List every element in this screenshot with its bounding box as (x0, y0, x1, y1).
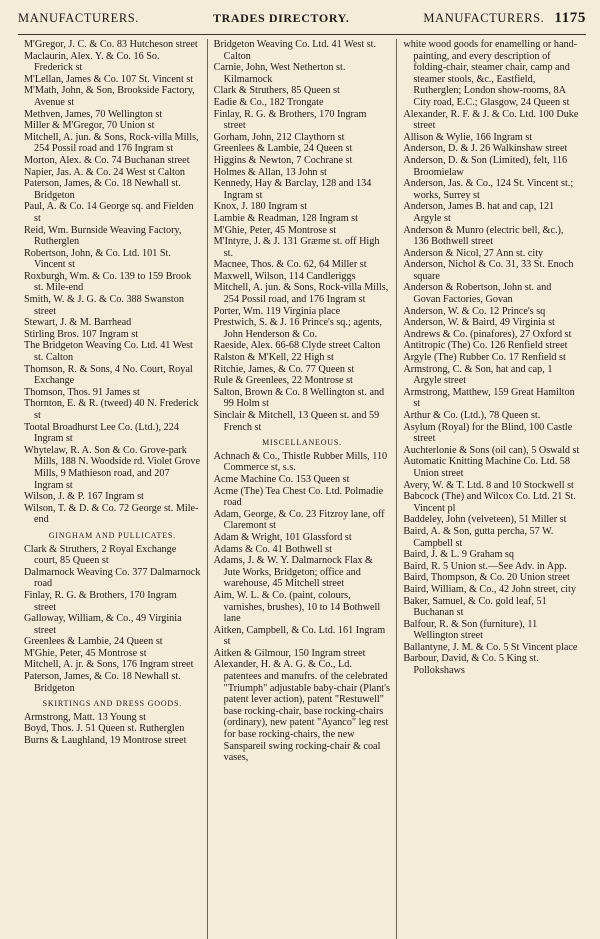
directory-entry: Automatic Knitting Machine Co. Ltd. 58 Union street (403, 456, 570, 479)
directory-entry: Baird, Thompson, & Co. 20 Union street (403, 572, 570, 584)
directory-entry: Anderson, D. & Son (Limited), felt, 116 Broomielaw (403, 154, 568, 178)
directory-entry: Argyle (The) Rubber Co. 17 Renfield st (403, 352, 566, 364)
directory-entry: Arthur & Co. (Ltd.), 78 Queen st. (403, 410, 541, 421)
directory-entry: Higgins & Newton, 7 Cochrane st (213, 154, 353, 166)
section-heading: GINGHAM AND PULLICATES. (48, 530, 176, 540)
directory-entry: Tootal Broadhurst Lee Co. (Ltd.), 224 Ingram st (24, 421, 179, 445)
page-number: 1175 (554, 10, 586, 26)
directory-entry: Clark & Struthers, 2 Royal Exchange court, 85 Queen st (24, 543, 177, 567)
directory-entry: Anderson, W. & Co. 12 Prince's sq (403, 305, 546, 317)
directory-entry: Stirling Bros. 107 Ingram st (24, 328, 139, 340)
header-right: MANUFACTURERS. (423, 11, 545, 25)
directory-entry: Anderson, James B. hat and cap, 121 Argyle st (403, 201, 555, 224)
directory-entry: Anderson, Jas. & Co., 124 St. Vincent st.; works, Surrey st (403, 178, 574, 201)
page-header (18, 10, 586, 35)
directory-entry: Bridgeton Weaving Co. Ltd. 41 West st. Calton (213, 39, 377, 62)
directory-entry: Finlay, R. G. & Brothers, 170 Ingram street (24, 589, 177, 613)
section-heading: SKIRTINGS AND DRESS GOODS. (42, 699, 183, 709)
directory-entry: Asylum (Royal) for the Blind, 100 Castle street (403, 421, 573, 445)
directory-entry: Anderson & Nicol, 27 Ann st. city (403, 247, 544, 259)
directory-entry: white wood goods for enamelling or hand-painting, and every description of folding-chair, steamer chair, camp and steamer stools, &c., Eastfield, Rutherglen; London show-rooms, 8A City road, E.C.; Glasgow, 24 Queen st (403, 39, 578, 108)
directory-entry: Miller & M'Gregor, 70 Union st (24, 120, 155, 132)
directory-entry: M'Gregor, J. C. & Co. 83 Hutcheson street (24, 39, 198, 50)
directory-entry: Mitchell, A. jun. & Sons, Rock-villa Mills, 254 Possil road, and 176 Ingram st (213, 282, 389, 306)
directory-entry: Clark & Struthers, 85 Queen st (213, 85, 340, 97)
directory-entry: Allison & Wylie, 166 Ingram st (403, 131, 533, 143)
directory-entry: Thornton, E. & R. (tweed) 40 N. Frederick st (24, 398, 199, 421)
directory-entry: Aim, W. L. & Co. (paint, colours, varnishes, brushes), 10 to 14 Bothwell lane (213, 589, 381, 625)
directory-entry: Wilson, T. & D. & Co. 72 George st. Mile-end (24, 502, 199, 526)
directory-entry: M'Ghie, Peter, 45 Montrose st (24, 647, 147, 659)
directory-entry: Raeside, Alex. 66-68 Clyde street Calton (213, 340, 381, 352)
directory-entry: Macnee, Thos. & Co. 62, 64 Miller st (213, 259, 367, 271)
directory-entry: Barbour, David, & Co. 5 King st. Pollokshaws (403, 653, 539, 677)
directory-entry: Greenlees & Lambie, 24 Queen st (213, 143, 353, 155)
directory-entry: Ritchie, James, & Co. 77 Queen st (213, 363, 355, 375)
directory-entry: Paul, A. & Co. 14 George sq. and Fielden st (24, 201, 194, 224)
directory-entry: Burns & Laughland, 19 Montrose street (24, 735, 187, 747)
directory-entry: Aitken, Campbell, & Co. Ltd. 161 Ingram st (213, 624, 386, 648)
directory-entry: Smith, W. & J. G. & Co. 388 Swanston street (24, 294, 184, 317)
directory-entry: Greenlees & Lambie, 24 Queen st (24, 636, 163, 648)
column-2 (207, 39, 397, 939)
directory-entry: Adams, J. & W. Y. Dalmarnock Flax & Jute Works, Bridgeton; office and warehouse, 45 Mitchell street (213, 555, 373, 590)
directory-entry: Paterson, James, & Co. 18 Newhall st. Bridgeton (24, 671, 181, 694)
directory-entry: Alexander, H. & A. G. & Co., Ld. patentees and manufrs. of the celebrated "Triumph" adjustable baby-chair (Plant's patent lever action), patent "Restuwell" base rocking-chair, base rocking-chairs (ordinary), new patent "Ayanco" leg rest for base rocking-chairs, the new Sanspareil swing rocking-chair & coal vases, (213, 659, 390, 764)
directory-entry: Armstrong, Matthew, 159 Great Hamilton st (403, 386, 575, 410)
columns (18, 39, 586, 939)
directory-entry: Finlay, R. G. & Brothers, 170 Ingram street (213, 108, 367, 132)
directory-entry: Auchterlonie & Sons (oil can), 5 Oswald st (403, 444, 580, 456)
column-3 (396, 39, 586, 939)
directory-entry: Achnach & Co., Thistle Rubber Mills, 110 Commerce st, s.s. (213, 450, 388, 474)
directory-entry: Mitchell, A. jr. & Sons, 176 Ingram street (24, 659, 194, 671)
directory-entry: Salton, Brown & Co. 8 Wellington st. and 99 Holm st (213, 386, 385, 410)
directory-entry: Alexander, R. F. & J. & Co. Ltd. 100 Duke street (403, 108, 579, 132)
directory-entry: Holmes & Allan, 13 John st (213, 166, 327, 178)
directory-entry: Avery, W. & T. Ltd. 8 and 10 Stockwell st (403, 479, 574, 491)
directory-entry: M'Intyre, J. & J. 131 Græme st. off High st. (213, 236, 380, 259)
directory-entry: Methven, James, 70 Wellington st (24, 108, 163, 120)
directory-entry: Whytelaw, R. A. Son & Co. Grove-park Mills, 188 N. Woodside rd. Violet Grove Mills, 9 Mathieson road, and 207 Ingram st (24, 444, 200, 491)
directory-entry: Maclaurin, Alex. Y. & Co. 16 So. Frederick st (24, 50, 160, 74)
header-left: MANUFACTURERS. (18, 11, 140, 25)
directory-entry: Carnie, John, West Netherton st. Kilmarnock (213, 62, 346, 85)
directory-entry: M'Math, John, & Son, Brookside Factory, Avenue st (24, 85, 195, 108)
directory-entry: Acme (The) Tea Chest Co. Ltd. Polmadie road (213, 485, 384, 509)
directory-entry: Antitropic (The) Co. 126 Renfield street (403, 340, 568, 352)
directory-entry: M'Lellan, James & Co. 107 St. Vincent st (24, 73, 194, 85)
directory-entry: Babcock (The) and Wilcox Co. Ltd. 21 St. Vincent pl (403, 491, 576, 514)
directory-entry: Ballantyne, J. M. & Co. 5 St Vincent place (403, 641, 578, 653)
directory-entry: Reid, Wm. Burnside Weaving Factory, Rutherglen (24, 224, 182, 248)
directory-entry: Eadie & Co., 182 Trongate (213, 96, 324, 108)
directory-entry: Baird, J. & L. 9 Graham sq (403, 549, 514, 561)
directory-entry: Dalmarnock Weaving Co. 377 Dalmarnock road (24, 566, 201, 590)
directory-entry: Stewart, J. & M. Barrhead (24, 317, 132, 329)
directory-entry: Baird, William, & Co., 42 John street, city (403, 583, 576, 595)
directory-entry: Aitken & Gilmour, 150 Ingram street (213, 647, 366, 659)
directory-entry: Morton, Alex. & Co. 74 Buchanan street (24, 154, 190, 166)
directory-entry: Baddeley, John (velveteen), 51 Miller st (403, 514, 567, 526)
directory-entry: Boyd, Thos. J. 51 Queen st. Rutherglen (24, 723, 185, 735)
directory-entry: Acme Machine Co. 153 Queen st (213, 473, 350, 485)
directory-entry: Thomson, R. & Sons, 4 No. Court, Royal Exchange (24, 363, 193, 387)
directory-entry: Rule & Greenlees, 22 Montrose st (213, 375, 353, 387)
header-center: TRADES DIRECTORY. (212, 11, 350, 25)
directory-entry: Adams & Co. 41 Bothwell st (213, 543, 332, 555)
directory-entry: Sinclair & Mitchell, 13 Queen st. and 59 French st (213, 410, 380, 433)
directory-entry: Anderson, D. & J. 26 Walkinshaw street (403, 143, 568, 155)
directory-entry: Andrews & Co. (pinafores), 27 Oxford st (403, 328, 572, 340)
directory-entry: Armstrong, Matt. 13 Young st (24, 711, 146, 723)
directory-entry: Kennedy, Hay & Barclay, 128 and 134 Ingram st (213, 178, 372, 201)
directory-entry: Baird, A. & Son, gutta percha, 57 W. Campbell st (403, 525, 554, 549)
directory-entry: Anderson, W. & Baird, 49 Virginia st (403, 317, 555, 329)
directory-entry: Maxwell, Wilson, 114 Candleriggs (213, 270, 356, 282)
directory-entry: Armstrong, C. & Son, hat and cap, 1 Argyle street (403, 363, 553, 387)
directory-entry: Adam & Wright, 101 Glassford st (213, 531, 352, 543)
directory-entry: Adam, George, & Co. 23 Fitzroy lane, off Claremont st (213, 508, 385, 532)
directory-entry: Lambie & Readman, 128 Ingram st (213, 212, 358, 224)
directory-entry: Balfour, R. & Son (furniture), 11 Wellington street (403, 618, 538, 642)
directory-entry: The Bridgeton Weaving Co. Ltd. 41 West st. Calton (24, 340, 193, 364)
directory-entry: Baker, Samuel, & Co. gold leaf, 51 Buchanan st (403, 595, 547, 619)
directory-entry: Roxburgh, Wm. & Co. 139 to 159 Brook st. Mile-end (24, 270, 192, 294)
directory-entry: Robertson, John, & Co. Ltd. 101 St. Vincent st (24, 247, 171, 271)
directory-entry: Galloway, William, & Co., 49 Virginia street (24, 613, 182, 636)
directory-entry: Anderson & Munro (electric bell, &c.), 136 Bothwell street (403, 224, 564, 248)
section-heading: MISCELLANEOUS. (262, 438, 342, 448)
directory-entry: Mitchell, A. jun. & Sons, Rock-villa Mills, 254 Possil road and 176 Ingram st (24, 131, 199, 155)
directory-entry: Thomson, Thos. 91 James st (24, 386, 140, 398)
directory-entry: Anderson, Nichol & Co. 31, 33 St. Enoch square (403, 259, 574, 282)
directory-entry: Paterson, James, & Co. 18 Newhall st. Bridgeton (24, 178, 181, 201)
column-1 (18, 39, 207, 939)
directory-entry: Napier, Jas. A. & Co. 24 West st Calton (24, 166, 186, 178)
directory-entry: Prestwich, S. & J. 16 Prince's sq.; agents, John Henderson & Co. (213, 317, 382, 340)
directory-entry: Knox, J. 180 Ingram st (213, 201, 308, 213)
directory-entry: Porter, Wm. 119 Virginia place (213, 305, 341, 317)
directory-entry: Anderson & Robertson, John st. and Govan Factories, Govan (403, 282, 552, 306)
directory-entry: Wilson, J. & P. 167 Ingram st (24, 491, 144, 503)
directory-entry: Gorham, John, 212 Claythorn st (213, 131, 345, 143)
directory-entry: Baird, R. 5 Union st.—See Adv. in App. (403, 560, 567, 572)
directory-entry: Ralston & M'Kell, 22 High st (213, 352, 334, 364)
directory-entry: M'Ghie, Peter, 45 Montrose st (213, 224, 337, 236)
